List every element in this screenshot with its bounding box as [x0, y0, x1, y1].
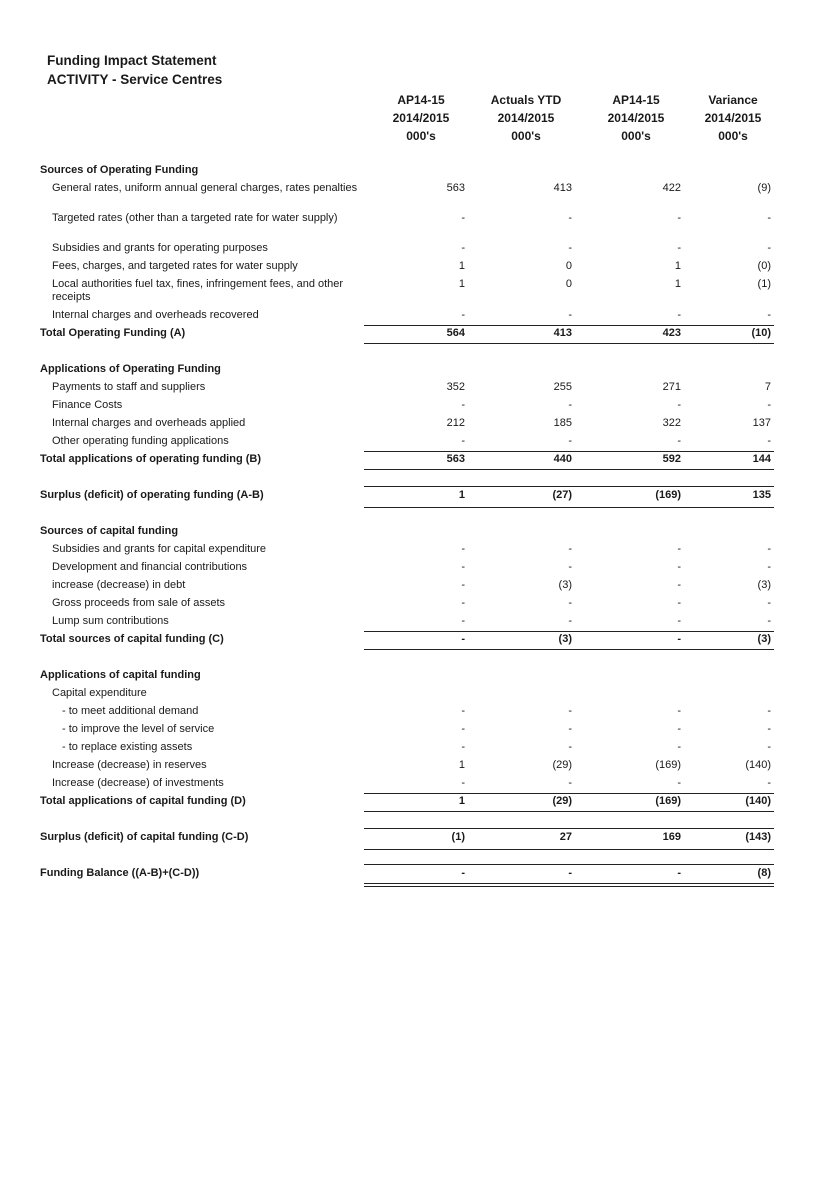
row-label: Total applications of operating funding (B) [40, 453, 261, 465]
row-value-col2: 413 [553, 182, 572, 194]
row-value-col3: - [677, 633, 681, 645]
row-label: Fees, charges, and targeted rates for water supply [52, 260, 298, 272]
row-value-col4: - [767, 777, 771, 789]
row-value-col4: (1) [757, 278, 771, 290]
row-value-col2: - [568, 615, 572, 627]
row-label: Development and financial contributions [52, 561, 248, 573]
table-rule-line [364, 469, 774, 470]
row-value-col3: - [677, 579, 681, 591]
row-value-col1: - [461, 867, 465, 879]
row-value-col2: (27) [552, 489, 572, 501]
row-value-col4: (9) [757, 182, 771, 194]
row-value-col1: 1 [458, 759, 465, 771]
row-value-col4: 137 [752, 417, 771, 429]
row-label: Internal charges and overheads recovered [52, 309, 259, 321]
column-header-1-line2: 2014/2015 [392, 111, 450, 125]
row-value-col4: (8) [757, 867, 771, 879]
column-header-2-line2: 2014/2015 [497, 111, 555, 125]
table-rule-line [364, 864, 774, 865]
row-value-col3: (169) [655, 489, 681, 501]
row-value-col3: - [677, 561, 681, 573]
table-rule-line [364, 451, 774, 452]
row-label: - to improve the level of service [62, 723, 215, 735]
row-value-col3: 169 [662, 831, 681, 843]
row-value-col2: - [568, 543, 572, 555]
row-value-col3: - [677, 705, 681, 717]
row-value-col3: 592 [662, 453, 681, 465]
row-value-col1: - [461, 579, 465, 591]
row-value-col1: 1 [458, 278, 465, 290]
row-value-col3: (169) [655, 759, 681, 771]
row-label: Lump sum contributions [52, 615, 169, 627]
row-label: Capital expenditure [52, 687, 147, 699]
row-label: Surplus (deficit) of operating funding (A-B) [40, 489, 264, 501]
row-value-col1: - [461, 399, 465, 411]
row-value-col1: - [461, 705, 465, 717]
row-value-col2: - [568, 399, 572, 411]
column-header-4-line1: Variance [708, 93, 758, 107]
column-header-2-line3: 000's [511, 129, 541, 143]
row-value-col3: 271 [662, 381, 681, 393]
row-value-col4: (0) [757, 260, 771, 272]
row-value-col2: 440 [553, 453, 572, 465]
row-value-col1: 352 [446, 381, 465, 393]
row-value-col2: - [568, 242, 572, 254]
row-value-col3: - [677, 597, 681, 609]
row-value-col4: - [767, 435, 771, 447]
row-value-col1: 564 [446, 327, 465, 339]
row-label: Subsidies and grants for capital expenditure [52, 543, 267, 555]
row-value-col2: - [568, 309, 572, 321]
table-rule-line [364, 507, 774, 508]
row-label: General rates, uniform annual general charges, rates penalties [52, 182, 358, 194]
row-value-col4: 135 [752, 489, 771, 501]
row-value-col2: - [568, 705, 572, 717]
row-value-col2: 0 [565, 278, 572, 290]
row-label: Finance Costs [52, 399, 123, 411]
activity-title: ACTIVITY - Service Centres [47, 72, 223, 87]
row-value-col4: - [767, 309, 771, 321]
row-value-col4: (143) [745, 831, 771, 843]
row-value-col1: 212 [446, 417, 465, 429]
row-label: Local authorities fuel tax, fines, infringement fees, and other receipts [52, 278, 344, 303]
row-value-col2: - [568, 435, 572, 447]
column-header-4-line2: 2014/2015 [704, 111, 762, 125]
row-value-col1: 1 [458, 489, 465, 501]
row-label: Sources of capital funding [40, 525, 179, 537]
row-value-col2: - [568, 597, 572, 609]
row-value-col4: - [767, 615, 771, 627]
row-value-col2: - [568, 723, 572, 735]
row-value-col2: - [568, 561, 572, 573]
column-header-2-line1: Actuals YTD [490, 93, 562, 107]
table-rule-line [364, 883, 774, 884]
row-label: Total Operating Funding (A) [40, 327, 186, 339]
row-value-col2: (29) [552, 759, 572, 771]
row-label: Subsidies and grants for operating purposes [52, 242, 268, 254]
row-value-col3: - [677, 543, 681, 555]
row-value-col1: - [461, 723, 465, 735]
row-value-col3: - [677, 777, 681, 789]
row-label: Payments to staff and suppliers [52, 381, 206, 393]
row-value-col4: (10) [751, 327, 771, 339]
row-label: Applications of capital funding [40, 669, 201, 681]
column-header-4-line3: 000's [718, 129, 748, 143]
row-value-col3: - [677, 309, 681, 321]
table-rule-line [364, 343, 774, 344]
row-value-col1: - [461, 561, 465, 573]
row-value-col2: (29) [552, 795, 572, 807]
table-rule-line [364, 486, 774, 487]
row-label: Increase (decrease) of investments [52, 777, 224, 789]
row-value-col3: - [677, 723, 681, 735]
row-label: Increase (decrease) in reserves [52, 759, 207, 771]
row-label: - to meet additional demand [62, 705, 199, 717]
row-label: Surplus (deficit) of capital funding (C-D) [40, 831, 249, 843]
row-value-col1: (1) [451, 831, 465, 843]
row-label: - to replace existing assets [62, 741, 193, 753]
row-value-col2: 413 [553, 327, 572, 339]
row-value-col2: - [568, 741, 572, 753]
table-rule-line [364, 649, 774, 650]
row-value-col4: (140) [745, 759, 771, 771]
table-rule-line [364, 849, 774, 850]
row-label: Funding Balance ((A-B)+(C-D)) [40, 867, 200, 879]
row-value-col1: - [461, 309, 465, 321]
row-value-col3: - [677, 242, 681, 254]
row-value-col1: 563 [446, 453, 465, 465]
column-header-3-line1: AP14-15 [612, 93, 660, 107]
row-value-col1: 1 [458, 795, 465, 807]
row-label: Other operating funding applications [52, 435, 229, 447]
row-label: Total applications of capital funding (D) [40, 795, 246, 807]
row-value-col3: - [677, 867, 681, 879]
table-rule-line [364, 828, 774, 829]
row-value-col2: (3) [558, 579, 572, 591]
row-value-col3: 1 [674, 278, 681, 290]
column-header-1-line3: 000's [406, 129, 436, 143]
row-value-col2: 0 [565, 260, 572, 272]
row-value-col2: 255 [553, 381, 572, 393]
row-value-col4: - [767, 212, 771, 224]
row-value-col3: - [677, 741, 681, 753]
row-label: Applications of Operating Funding [40, 363, 221, 375]
row-value-col2: 27 [559, 831, 572, 843]
row-value-col3: - [677, 435, 681, 447]
row-value-col4: - [767, 242, 771, 254]
row-value-col4: - [767, 597, 771, 609]
row-label: Gross proceeds from sale of assets [52, 597, 226, 609]
row-value-col4: - [767, 543, 771, 555]
row-value-col2: 185 [553, 417, 572, 429]
row-value-col4: 7 [764, 381, 771, 393]
row-value-col3: 423 [662, 327, 681, 339]
row-value-col4: - [767, 561, 771, 573]
row-value-col1: - [461, 597, 465, 609]
table-rule-line [364, 886, 774, 887]
row-value-col3: - [677, 615, 681, 627]
row-value-col1: - [461, 435, 465, 447]
row-value-col4: (140) [745, 795, 771, 807]
row-value-col1: - [461, 242, 465, 254]
row-value-col3: 1 [674, 260, 681, 272]
row-label: increase (decrease) in debt [52, 579, 186, 591]
table-rule-line [364, 811, 774, 812]
row-value-col4: - [767, 723, 771, 735]
row-value-col1: - [461, 777, 465, 789]
row-label: Targeted rates (other than a targeted rate for water supply) [52, 212, 338, 224]
row-value-col3: 322 [662, 417, 681, 429]
row-value-col4: - [767, 741, 771, 753]
table-rule-line [364, 325, 774, 326]
row-value-col3: - [677, 212, 681, 224]
row-value-col1: 1 [458, 260, 465, 272]
row-value-col3: - [677, 399, 681, 411]
column-header-3-line3: 000's [621, 129, 651, 143]
row-value-col4: (3) [757, 579, 771, 591]
statement-title: Funding Impact Statement [47, 53, 217, 68]
row-value-col1: - [461, 615, 465, 627]
row-value-col1: 563 [446, 182, 465, 194]
row-value-col4: 144 [752, 453, 771, 465]
row-value-col4: - [767, 705, 771, 717]
table-rule-line [364, 793, 774, 794]
row-value-col2: (3) [558, 633, 572, 645]
column-header-1-line1: AP14-15 [397, 93, 445, 107]
row-value-col1: - [461, 741, 465, 753]
row-label: Sources of Operating Funding [40, 164, 199, 176]
row-value-col2: - [568, 777, 572, 789]
row-value-col3: (169) [655, 795, 681, 807]
column-header-3-line2: 2014/2015 [607, 111, 665, 125]
row-value-col1: - [461, 543, 465, 555]
row-label: Internal charges and overheads applied [52, 417, 246, 429]
row-value-col1: - [461, 212, 465, 224]
row-value-col3: 422 [662, 182, 681, 194]
row-label: Total sources of capital funding (C) [40, 633, 224, 645]
row-value-col4: - [767, 399, 771, 411]
row-value-col1: - [461, 633, 465, 645]
row-value-col2: - [568, 867, 572, 879]
row-value-col2: - [568, 212, 572, 224]
row-value-col4: (3) [757, 633, 771, 645]
table-rule-line [364, 631, 774, 632]
